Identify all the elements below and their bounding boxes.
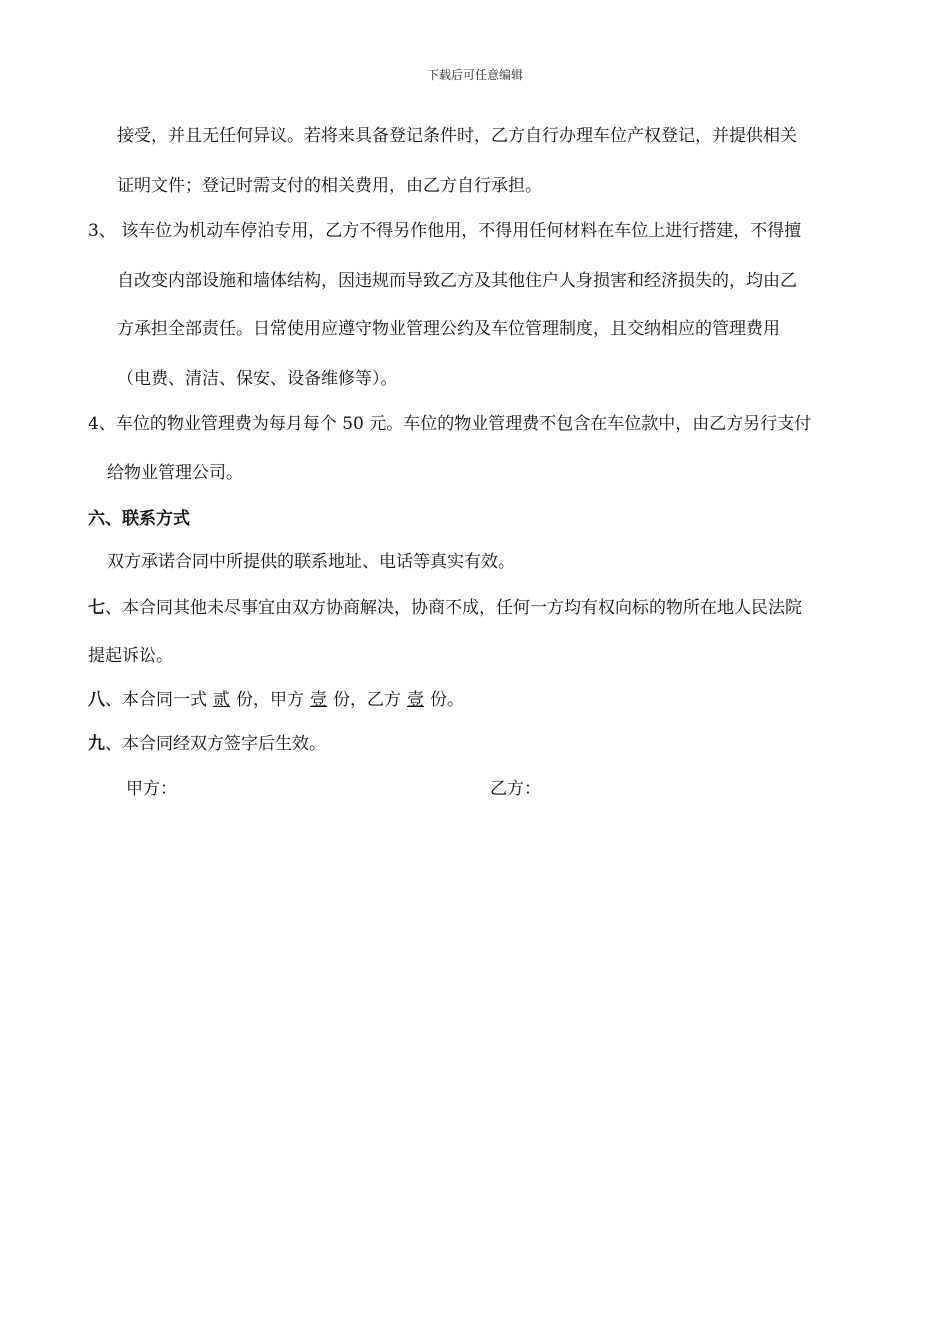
paragraph-line: 提起诉讼。 <box>88 646 173 666</box>
paragraph-line: 自改变内部设施和墙体结构，因违规而导致乙方及其他住户人身损害和经济损失的，均由乙 <box>117 271 797 291</box>
party-b-signature-label: 乙方： <box>490 779 541 799</box>
page-header: 下载后可任意编辑 <box>426 68 523 82</box>
party-b-copies-field: 壹 <box>407 690 424 710</box>
clause-4: 4、车位的物业管理费为每月每个 50 元。车位的物业管理费不包含在车位款中，由乙方另行支付 <box>88 414 812 434</box>
copies-text: 、本合同一式 <box>105 690 207 710</box>
paragraph-line: 方承担全部责任。日常使用应遵守物业管理公约及车位管理制度，且交纳相应的管理费用 <box>117 319 780 339</box>
section-text: 、本合同其他未尽事宜由双方协商解决，协商不成，任何一方均有权向标的物所在地人民法院 <box>105 598 802 618</box>
section-text: 、本合同经双方签字后生效。 <box>105 734 326 754</box>
section-eight <box>88 689 464 711</box>
section-seven <box>88 597 802 619</box>
section-number: 八 <box>88 690 105 710</box>
clause-3: 3、 该车位为机动车停泊专用，乙方不得另作他用，不得用任何材料在车位上进行搭建，不得擅 <box>88 221 802 241</box>
paragraph-line: 双方承诺合同中所提供的联系地址、电话等真实有效。 <box>107 552 515 572</box>
paragraph-line: 证明文件；登记时需支付的相关费用，由乙方自行承担。 <box>117 176 542 196</box>
paragraph-line: 给物业管理公司。 <box>107 463 243 483</box>
copies-text: 份，甲方 <box>236 690 304 710</box>
party-a-copies-field: 壹 <box>310 690 327 710</box>
paragraph-line: 接受，并且无任何异议。若将来具备登记条件时，乙方自行办理车位产权登记，并提供相关 <box>117 126 797 146</box>
party-a-signature-label: 甲方： <box>126 779 177 799</box>
section-heading-contact: 六、联系方式 <box>88 509 190 529</box>
section-nine <box>88 733 326 755</box>
section-number: 九 <box>88 734 105 754</box>
total-copies-field: 贰 <box>213 690 230 710</box>
copies-text: 份，乙方 <box>333 690 401 710</box>
paragraph-line: （电费、清洁、保安、设备维修等）。 <box>117 369 398 389</box>
section-number: 七 <box>88 598 105 618</box>
copies-text: 份。 <box>430 690 464 710</box>
